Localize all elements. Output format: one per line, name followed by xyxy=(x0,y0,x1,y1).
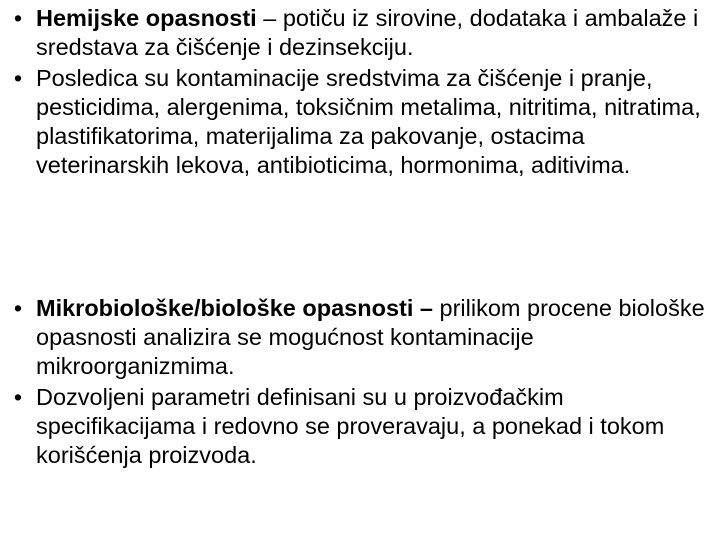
biological-hazards-text: prilikom procene biološke opasnosti analizira se mogućnost kontaminacije mikroorganizmima. xyxy=(36,295,705,379)
biological-hazards-heading: Mikrobiološke/biološke opasnosti – xyxy=(36,295,433,321)
chemical-hazards-heading: Hemijske opasnosti xyxy=(36,5,257,31)
bullet-icon: • xyxy=(13,65,23,91)
list-item-chemical-hazards xyxy=(8,4,712,62)
chemical-hazards-text: – potiču iz sirovine, dodataka i ambalaže i sredstava za čišćenje i dezinsekciju. xyxy=(36,5,699,60)
bullet-icon: • xyxy=(13,295,23,321)
list-item-allowed-parameters xyxy=(8,383,712,470)
allowed-parameters-text: Dozvoljeni parametri definisani su u proizvođačkim specifikacijama i redovno se proveravaju, a ponekad i tokom korišćenja proizvoda. xyxy=(36,384,665,468)
list-item-contamination-sources xyxy=(8,64,712,180)
chemical-hazards-list xyxy=(8,4,712,182)
contamination-sources-text: Posledica su kontaminacije sredstvima za čišćenje i pranje, pesticidima, alergenima, toksičnim metalima, nitritima, nitratima, plastifikatorima, materijalima za pakovanje, ostacima veterinarskih lekova, antibioticima, hormonima, aditivima. xyxy=(36,65,701,178)
bullet-icon: • xyxy=(13,5,23,31)
biological-hazards-list xyxy=(8,294,712,472)
list-item-biological-hazards xyxy=(8,294,712,381)
bullet-icon: • xyxy=(13,384,23,410)
